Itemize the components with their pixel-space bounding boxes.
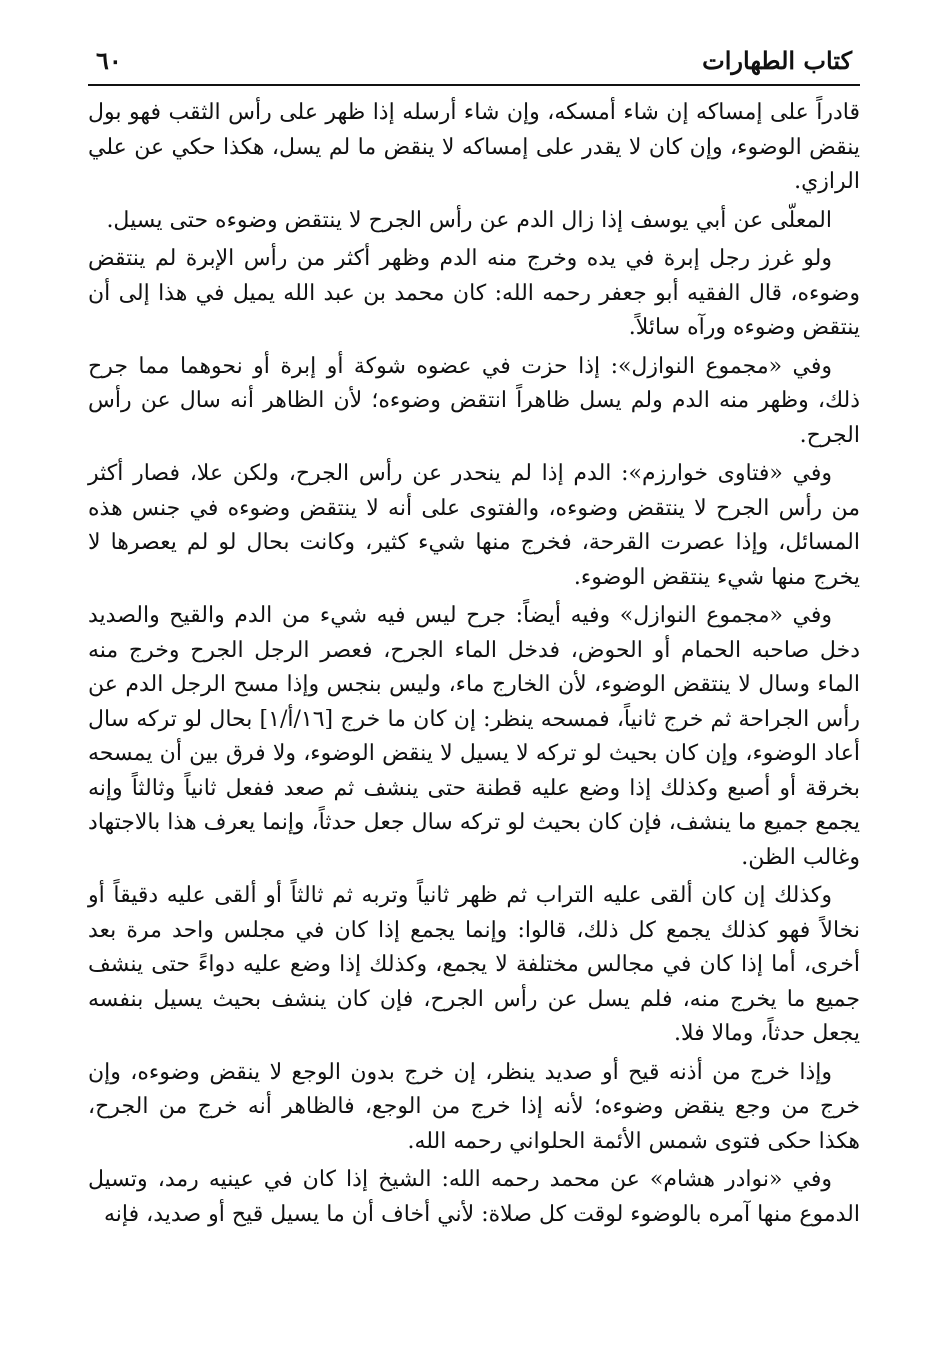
running-header (88, 40, 860, 86)
paragraph-8: وإذا خرج من أذنه قيح أو صديد ينظر، إن خرج بدون الوجع لا ينقض وضوءه، وإن خرج من وجع ينقض وضوءه؛ لأنه إذا خرج من الوجع، فالظاهر أنه خرج من الجرح، هكذا حكى فتوى شمس الأئمة الحلواني رحمه الله. (88, 1059, 860, 1154)
chapter-title: كتاب الطهارات (702, 46, 852, 75)
paragraph-6: وفي «مجموع النوازل» وفيه أيضاً: جرح ليس فيه شيء من الدم والقيح والصديد دخل صاحبه الحمام أو الحوض، فدخل الماء الجرح، فعصر الرجل الجرح وخرج منه الماء وسال لا ينتقض الوضوء، لأن الخارج ماء، وليس بنجس وإذا مسح الرجل الدم عن رأس الجراحة ثم خرج ثانياً، فمسحه ينظر: إن كان ما خرج [١٦/أ/١] بحال لو تركه سال أعاد الوضوء، وإن كان بحيث لو تركه لا يسيل لا ينقض الوضوء، ولا فرق بين أن يمسحه بخرقة أو أصبع وكذلك إذا وضع عليه قطنة حتى ينشف ثم صعد ففعل ثانياً وثالثاً وإنه يجمع جميع ما ينشف، فإن كان بحيث لو تركه سال جعل حدثاً، وإنما يعرف هذا بالاجتهاد وغالب الظن. (88, 603, 860, 870)
page-number: ٦٠ (96, 46, 122, 75)
paragraph-7: وكذلك إن كان ألقى عليه التراب ثم ظهر ثانياً وتربه ثم ثالثاً أو ألقى عليه دقيقاً أو نخالاً فهو كذلك يجمع كل ذلك، قالوا: وإنما يجمع إذا كان في مجلس واحد مرة بعد أخرى، أما إذا كان في مجالس مختلفة لا يجمع، وكذلك إذا وضع عليه دواءً حتى ينشف جميع ما يخرج منه، فلم يسل عن رأس الجرح، فإن كان ينشف بحيث يسيل بنفسه يجعل حدثاً، ومالا فلا. (88, 883, 860, 1046)
paragraph-2: المعلّى عن أبي يوسف إذا زال الدم عن رأس الجرح لا ينتقض وضوءه حتى يسيل. (106, 207, 832, 233)
paragraph-3: ولو غرز رجل إبرة في يده وخرج منه الدم وظهر أكثر من رأس الإبرة لم ينتقض وضوءه، قال الفقيه أبو جعفر رحمه الله: كان محمد بن عبد الله يميل في هذا إلى أن ينتقض وضوءه ورآه سائلاً. (88, 246, 860, 340)
paragraph-5: وفي «فتاوى خوارزم»: الدم إذا لم ينحدر عن رأس الجرح، ولكن علا، فصار أكثر من رأس الجرح لا ينتقض وضوءه، والفتوى على أنه لا ينتقض وضوءه في جنس هذه المسائل، وإذا عصرت القرحة، فخرج منها شيء كثير، وكانت بحال لو لم يعصرها لا يخرج منها شيء ينتقض الوضوء. (88, 461, 860, 590)
book-page (88, 40, 860, 1360)
paragraph-1: قادراً على إمساكه إن شاء أمسكه، وإن شاء أرسله إذا ظهر على رأس الثقب فهو بول ينقض الوضوء، وإن كان لا يقدر على إمساكه لا ينقض ما لم يسل، هكذا حكي عن علي الرازي. (88, 100, 860, 194)
body-text (88, 96, 860, 1232)
paragraph-9: وفي «نوادر هشام» عن محمد رحمه الله: الشيخ إذا كان في عينيه رمد، وتسيل الدموع منها آمره بالوضوء لوقت كل صلاة: لأني أخاف أن ما يسيل قيح أو صديد، فإنه (88, 1167, 860, 1227)
paragraph-4: وفي «مجموع النوازل»: إذا حزت في عضوه شوكة أو إبرة أو نحوهما مما جرح ذلك، وظهر منه الدم ولم يسل ظاهراً انتقض وضوءه؛ لأن الظاهر أنه سال عن رأس الجرح. (88, 353, 860, 448)
